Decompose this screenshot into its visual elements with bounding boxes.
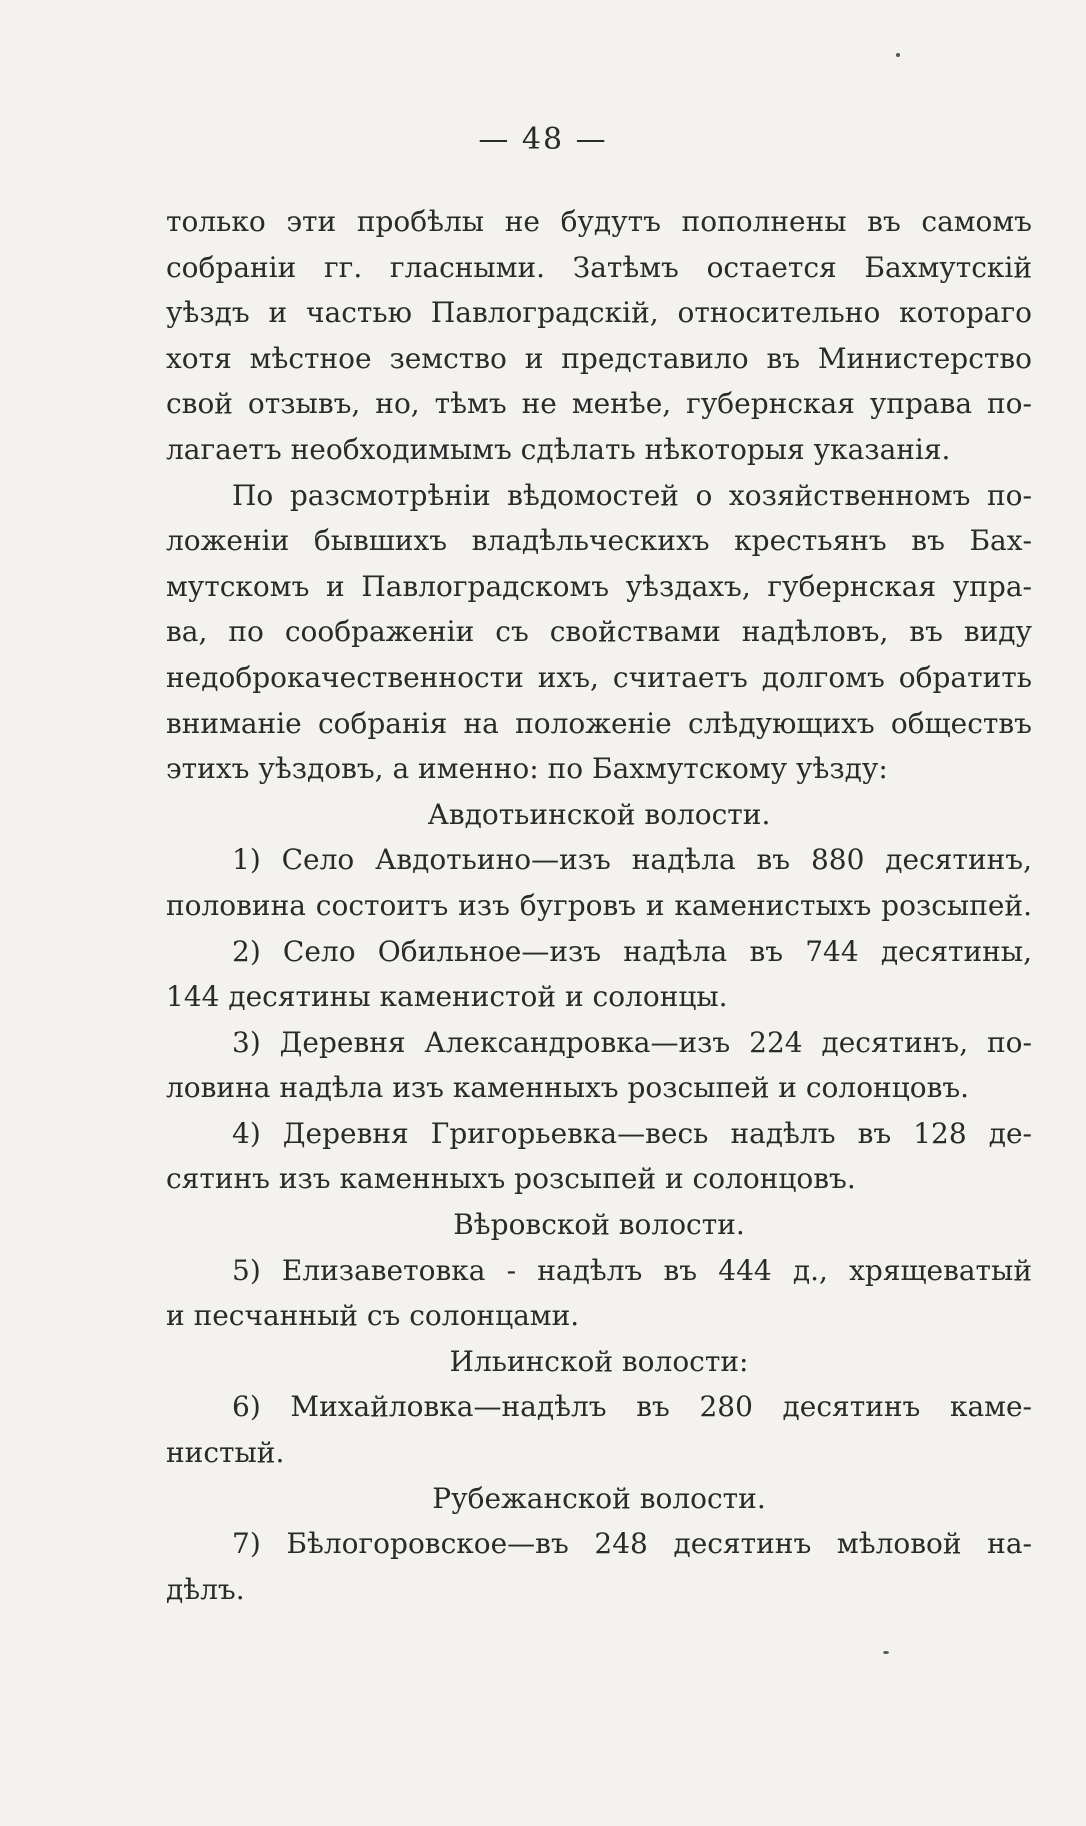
- text-line: сятинъ изъ каменныхъ розсыпей и солонцовъ.: [166, 1162, 856, 1196]
- text-line: половина состоитъ изъ бугровъ и каменистыхъ розсыпей.: [166, 888, 1032, 922]
- text-line: Авдотьинской волости.: [427, 797, 771, 831]
- text-line: Ильинской волости:: [449, 1344, 749, 1378]
- text-line: хотя мѣстное земство и представило въ Министерство: [166, 341, 1032, 375]
- text-line: этихъ уѣздовъ, а именно: по Бахмутскому уѣзду:: [166, 752, 888, 786]
- text-line: 2) Село Обильное—изъ надѣла въ 744 десятины,: [232, 934, 1032, 968]
- text-line: ва, по соображеніи съ свойствами надѣловъ, въ виду: [166, 615, 1032, 649]
- page-speck: [896, 53, 900, 57]
- text-line: собраніи гг. гласными. Затѣмъ остается Бахмутскій: [166, 250, 1032, 284]
- body-text: [166, 199, 1032, 1612]
- text-line: дѣлъ.: [166, 1572, 245, 1606]
- text-line: вниманіе собранія на положеніе слѣдующихъ обществъ: [166, 706, 1032, 740]
- text-line: 7) Бѣлогоровское—въ 248 десятинъ мѣловой на-: [232, 1527, 1032, 1561]
- text-line: уѣздъ и частью Павлоградскій, относительно котораго: [166, 296, 1032, 330]
- text-line: 1) Село Авдотьино—изъ надѣла въ 880 десятинъ,: [232, 843, 1032, 877]
- text-line: 4) Деревня Григорьевка—весь надѣлъ въ 128 де-: [232, 1116, 1032, 1150]
- text-line: только эти пробѣлы не будутъ пополнены въ самомъ: [166, 205, 1032, 238]
- text-line: ложеніи бывшихъ владѣльческихъ крестьянъ въ Бах-: [166, 524, 1032, 558]
- text-line: 3) Деревня Александровка—изъ 224 десятинъ, по-: [232, 1025, 1032, 1059]
- text-line: 6) Михайловка—надѣлъ въ 280 десятинъ каме-: [232, 1390, 1032, 1424]
- text-line: 5) Елизаветовка - надѣлъ въ 444 д., хрящеватый: [232, 1253, 1032, 1287]
- page-speck: [883, 1651, 889, 1654]
- page-number: — 48 —: [478, 122, 608, 157]
- text-line: нистый.: [166, 1436, 285, 1470]
- text-line: ловина надѣла изъ каменныхъ розсыпей и солонцовъ.: [166, 1071, 970, 1105]
- text-line: лагаетъ необходимымъ сдѣлать нѣкоторыя указанія.: [166, 432, 951, 466]
- text-line: По разсмотрѣніи вѣдомостей о хозяйственномъ по-: [232, 478, 1032, 512]
- text-line: недоброкачественности ихъ, считаетъ долгомъ обратить: [166, 660, 1032, 694]
- text-line: 144 десятины каменистой и солонцы.: [166, 980, 728, 1014]
- text-line: мутскомъ и Павлоградскомъ уѣздахъ, губернская упра-: [166, 569, 1032, 603]
- text-line: и песчанный съ солонцами.: [166, 1299, 580, 1333]
- text-line: Вѣровской волости.: [453, 1208, 745, 1242]
- text-line: Рубежанской волости.: [432, 1481, 766, 1515]
- text-line: свой отзывъ, но, тѣмъ не менѣе, губернская управа по-: [166, 387, 1032, 421]
